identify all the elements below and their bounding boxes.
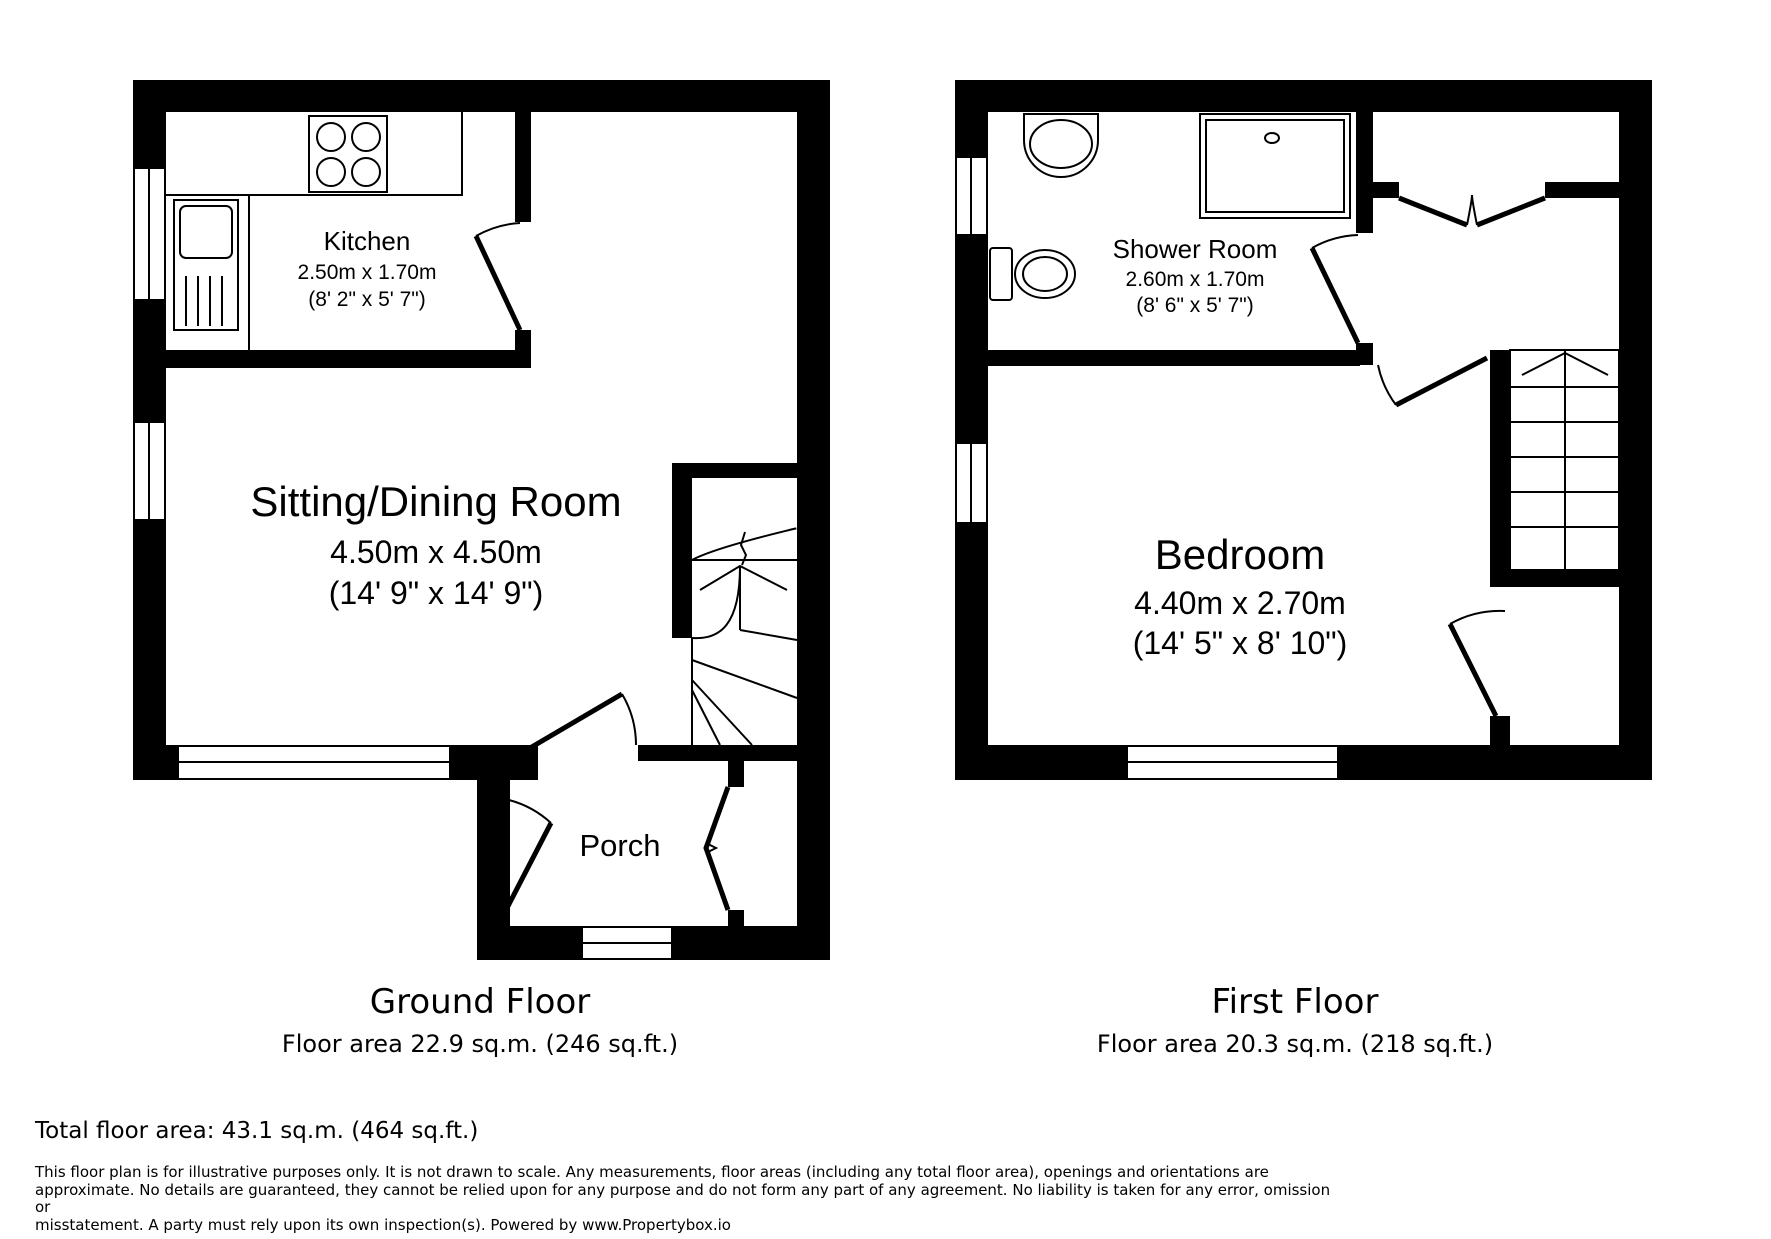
bedroom-metric: 4.40m x 2.70m	[1134, 585, 1346, 621]
wall	[1356, 112, 1373, 233]
wall	[1356, 343, 1373, 365]
shower-room-metric: 2.60m x 1.70m	[1125, 268, 1265, 291]
shower-room-name: Shower Room	[1112, 234, 1278, 264]
toilet-icon	[990, 248, 1075, 300]
wall	[133, 80, 830, 112]
wall	[493, 761, 509, 794]
porch-name: Porch	[579, 828, 661, 863]
bedroom-name: Bedroom	[1154, 531, 1326, 578]
total-floor-area: Total floor area: 43.1 sq.m. (464 sq.ft.)	[35, 1118, 479, 1144]
wall	[493, 908, 509, 926]
wall	[1490, 570, 1619, 587]
hob-ring	[317, 123, 345, 151]
first-floor-caption	[995, 982, 1595, 1058]
door-porch-side	[706, 787, 728, 910]
first-floor-plan	[955, 80, 1652, 780]
wall	[672, 463, 692, 638]
kitchen-name: Kitchen	[323, 226, 411, 256]
shower-tray-icon	[1200, 114, 1350, 218]
shower-room-imperial: (8' 6" x 5' 7")	[1136, 294, 1254, 317]
disclaimer-line: approximate. No details are guaranteed, they cannot be relied upon for any purpose and do not form any part of any agreement. No liability is taken for any error, omission or	[35, 1180, 1331, 1216]
door-shower	[1312, 235, 1358, 343]
ground-floor-title: Ground Floor	[369, 982, 591, 1022]
kitchen-metric: 2.50m x 1.70m	[297, 261, 437, 284]
ground-floor-stairs	[692, 528, 797, 745]
washbasin-icon	[1024, 114, 1098, 177]
first-floor-title: First Floor	[1211, 982, 1379, 1022]
door-porch-inner	[530, 694, 636, 748]
wall	[672, 463, 797, 478]
hob-ring	[352, 158, 380, 186]
window-sitting-side	[134, 422, 165, 520]
door-bedroom	[1378, 358, 1487, 405]
door-kitchen	[476, 223, 520, 330]
kitchen-fittings	[166, 112, 462, 350]
wall	[1545, 182, 1619, 198]
hob-ring	[352, 123, 380, 151]
window-porch	[582, 927, 672, 959]
window-sitting-front	[178, 746, 450, 779]
wall	[638, 745, 798, 761]
sitting-room-metric: 4.50m x 4.50m	[330, 534, 542, 570]
wall	[728, 761, 744, 787]
door-porch-front	[507, 800, 551, 908]
sitting-room-imperial: (14' 9" x 14' 9")	[328, 575, 544, 611]
window-bedroom-front	[1127, 746, 1338, 779]
hob-ring	[317, 158, 345, 186]
window-bedroom-side	[956, 443, 987, 523]
wall	[133, 350, 531, 368]
disclaimer-line: This floor plan is for illustrative purposes only. It is not drawn to scale. Any measurements, floor areas (including any total floor area), openings and orientations are	[35, 1163, 1269, 1181]
wall	[955, 80, 1652, 112]
sink-icon	[174, 200, 238, 330]
wall	[797, 80, 830, 960]
wall	[1490, 350, 1510, 587]
wall	[515, 330, 531, 368]
wall	[1490, 716, 1510, 745]
sitting-room-name: Sitting/Dining Room	[250, 478, 622, 525]
disclaimer	[35, 1164, 1335, 1234]
wall	[988, 350, 1360, 366]
window-shower	[956, 157, 987, 235]
first-floor-stairs	[1510, 350, 1619, 570]
wall	[1373, 182, 1399, 198]
door-store	[1450, 611, 1505, 716]
wall	[1619, 80, 1652, 780]
ground-floor-caption	[180, 982, 780, 1058]
window-kitchen	[134, 168, 165, 300]
door-cupboard-double	[1399, 195, 1545, 225]
first-floor-area: Floor area 20.3 sq.m. (218 sq.ft.)	[1096, 1030, 1494, 1058]
bedroom-imperial: (14' 5" x 8' 10")	[1132, 625, 1348, 661]
disclaimer-line: misstatement. A party must rely upon its own inspection(s). Powered by www.Propertybox.io	[35, 1215, 731, 1234]
wall	[728, 910, 744, 926]
kitchen-imperial: (8' 2" x 5' 7")	[308, 288, 426, 311]
ground-floor-area: Floor area 22.9 sq.m. (246 sq.ft.)	[281, 1030, 679, 1058]
wall	[515, 112, 531, 222]
